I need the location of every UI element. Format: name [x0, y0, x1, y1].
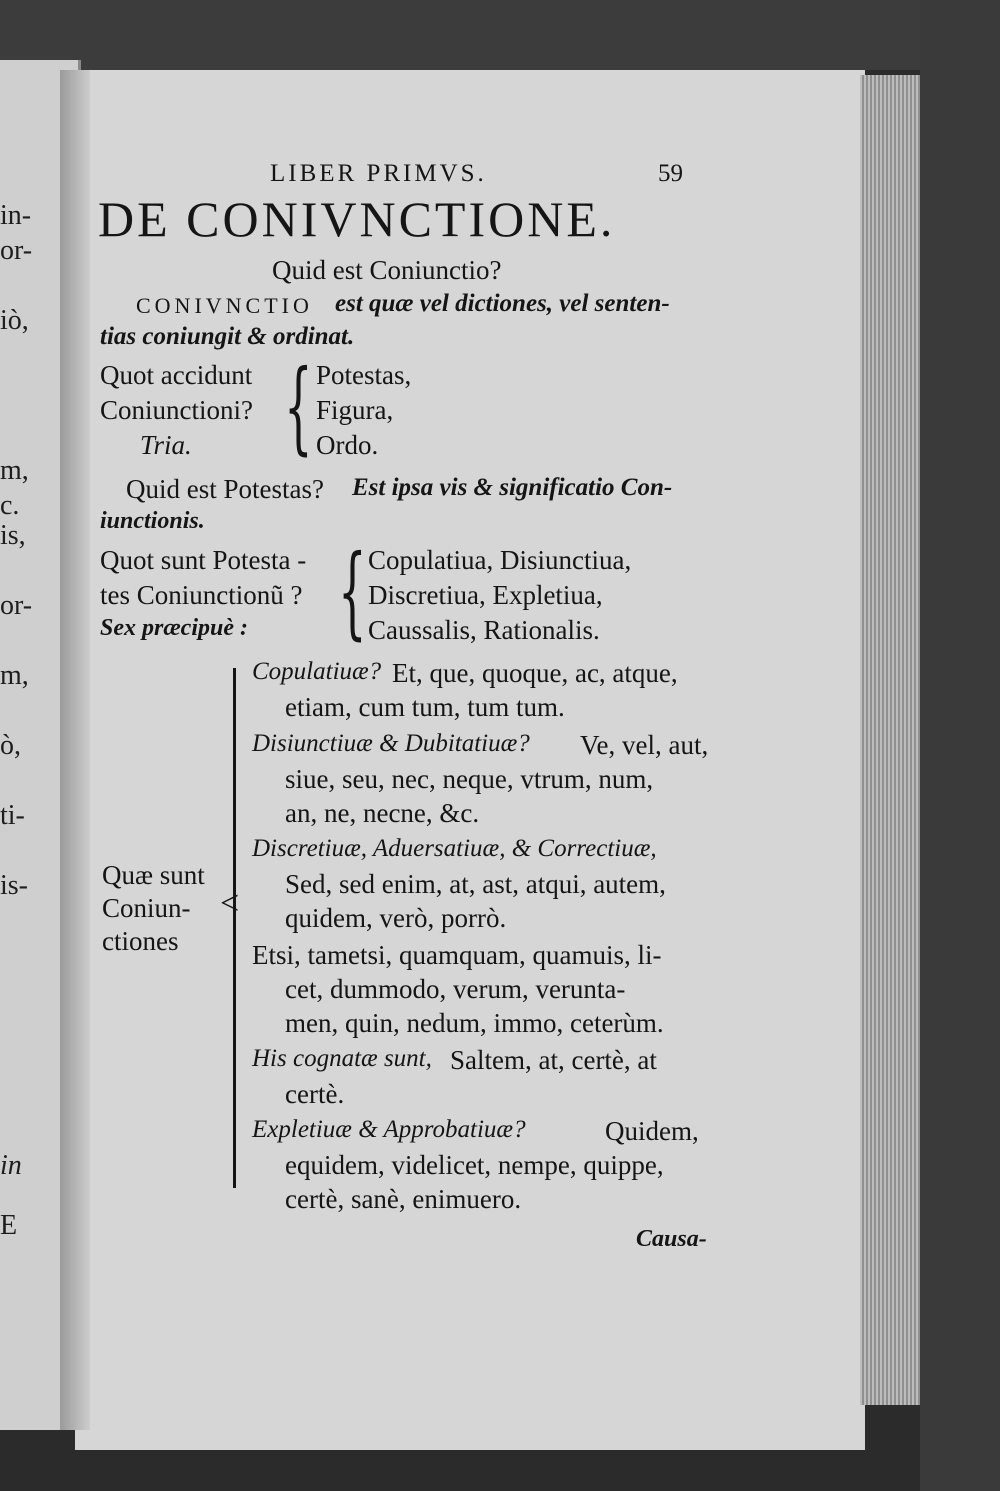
group-line: men, quin, nedum, immo, ceterùm.	[285, 1008, 664, 1038]
group-label: His cognatæ sunt,	[252, 1045, 432, 1072]
potestas-list-line: Caussalis, Rationalis.	[368, 615, 600, 645]
potestates-question: tes Coniunctionũ ?	[100, 580, 303, 610]
accident-item: Ordo.	[316, 430, 379, 460]
left-fragment: in-	[0, 200, 32, 231]
group-line: etiam, cum tum, tum tum.	[285, 692, 565, 722]
accident-item: Potestas,	[316, 360, 412, 390]
left-fragment: m,	[0, 660, 29, 691]
group-line: an, ne, necne, &c.	[285, 798, 480, 828]
group-line: certè.	[285, 1079, 345, 1109]
definition-line: tias coniungit & ordinat.	[100, 323, 355, 350]
accident-item: Figura,	[316, 395, 394, 425]
left-fragment: E	[0, 1210, 18, 1241]
book-cover-right	[920, 0, 1000, 1491]
potestas-list-line: Copulatiua, Disiunctiua,	[368, 545, 632, 575]
potestas-question: Quid est Potestas?	[126, 474, 324, 504]
big-brace	[233, 668, 236, 1188]
group-label: Discretiuæ, Aduersatiuæ, & Correctiuæ,	[252, 835, 657, 862]
left-fragment: ti-	[0, 800, 25, 831]
potestas-answer: Est ipsa vis & significatio Con-	[352, 474, 673, 501]
brace-accidents: {	[284, 348, 313, 465]
group-line: quidem, verò, porrò.	[285, 903, 507, 933]
left-fragment: is,	[0, 520, 26, 551]
group-label: Expletiuæ & Approbatiuæ?	[252, 1116, 526, 1143]
question-coniunctio: Quid est Coniunctio?	[272, 255, 502, 285]
left-fragment: iò,	[0, 305, 29, 336]
left-fragment: c.	[0, 490, 20, 521]
left-fragment: or-	[0, 590, 33, 621]
accidents-question: Quot accidunt	[100, 360, 253, 390]
potestas-answer: iunctionis.	[100, 508, 205, 534]
book-cloth-top	[0, 0, 1000, 70]
group-line: Et, que, quoque, ac, atque,	[392, 658, 678, 688]
side-label: Quæ sunt	[102, 860, 205, 890]
group-line: Sed, sed enim, at, ast, atqui, autem,	[285, 869, 666, 899]
group-line: Saltem, at, certè, at	[450, 1045, 657, 1075]
left-fragment: in	[0, 1150, 22, 1181]
group-line: equidem, videlicet, nempe, quippe,	[285, 1150, 664, 1180]
brace-potestates: {	[338, 533, 367, 650]
running-head: LIBER PRIMVS.	[270, 160, 487, 187]
side-label: Coniun-	[102, 893, 191, 923]
group-line: Etsi, tametsi, quamquam, quamuis, li-	[252, 940, 662, 970]
page-edges	[860, 75, 920, 1405]
chapter-title: DE CONIVNCTIONE.	[98, 191, 616, 247]
accidents-answer: Tria.	[140, 430, 192, 460]
group-line: certè, sanè, enimuero.	[285, 1184, 522, 1214]
left-fragment: or-	[0, 235, 33, 266]
catchword: Causa-	[636, 1226, 707, 1252]
group-line: Quidem,	[605, 1116, 699, 1146]
accidents-question: Coniunctioni?	[100, 395, 253, 425]
left-fragment: m,	[0, 455, 29, 486]
group-label: Copulatiuæ?	[252, 658, 382, 685]
side-label: ctiones	[102, 926, 179, 956]
page-number: 59	[658, 160, 683, 187]
gutter-shadow	[60, 70, 90, 1430]
potestates-answer: Sex præcipuè :	[100, 615, 248, 641]
group-label: Disiunctiuæ & Dubitatiuæ?	[252, 730, 530, 757]
potestas-list-line: Discretiua, Expletiua,	[368, 580, 603, 610]
definition-lead: CONIVNCTIO	[136, 293, 313, 318]
left-fragment: ò,	[0, 730, 21, 761]
definition-line: est quæ vel dictiones, vel senten-	[335, 290, 670, 317]
group-line: Ve, vel, aut,	[580, 730, 709, 760]
big-brace-point: <	[220, 885, 240, 922]
group-line: siue, seu, nec, neque, vtrum, num,	[285, 764, 654, 794]
potestates-question: Quot sunt Potesta -	[100, 545, 307, 575]
left-fragment: is-	[0, 870, 28, 901]
group-line: cet, dummodo, verum, verunta-	[285, 974, 626, 1004]
